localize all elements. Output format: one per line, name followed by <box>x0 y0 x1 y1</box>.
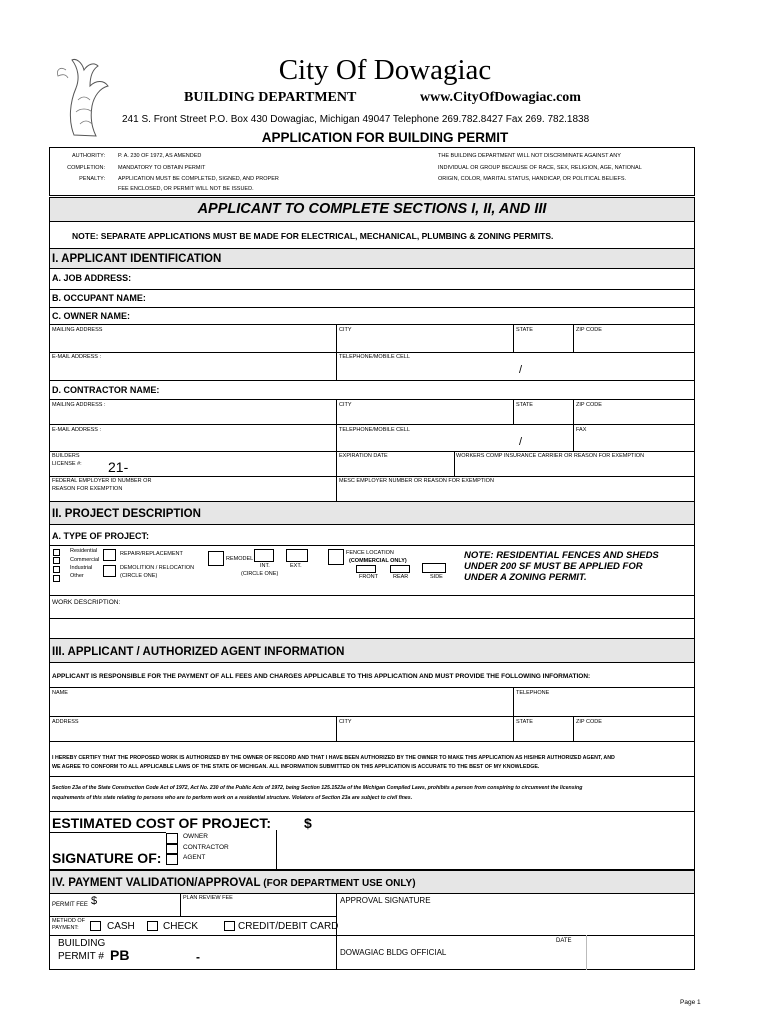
check-label: CHECK <box>163 921 199 932</box>
side-checkbox[interactable] <box>422 563 446 573</box>
owner-mailing-label: MAILING ADDRESS <box>52 327 103 333</box>
section-23a-line-1: Section 23a of the State Construction Code Act of 1972, Act No. 230 of the Public Acts of 1972, being Section 125.1523a of the Michigan Compiled Laws, prohibits a person from conspiring to circumvent the licensing <box>52 785 583 791</box>
contractor-city-label: CITY <box>339 402 352 408</box>
contractor-mailing-label: MAILING ADDRESS : <box>52 402 106 408</box>
builders-label-1: BUILDERS <box>52 453 80 459</box>
role-contractor: CONTRACTOR <box>183 844 229 851</box>
agent-telephone-label: TELEPHONE <box>516 690 550 696</box>
owner-zip-label: ZIP CODE <box>576 327 602 333</box>
section-2-title: II. PROJECT DESCRIPTION <box>52 508 201 520</box>
type-commercial: Commercial <box>70 557 100 563</box>
contractor-state-label: STATE <box>516 402 533 408</box>
owner-phone-slash: / <box>519 364 523 376</box>
owner-checkbox[interactable] <box>166 833 178 844</box>
approval-signature-label: APPROVAL SIGNATURE <box>340 896 431 905</box>
contractor-email-label: E-MAIL ADDRESS : <box>52 427 102 433</box>
form-title: APPLICATION FOR BUILDING PERMIT <box>261 130 509 145</box>
date-label: DATE <box>556 938 572 944</box>
section-2-body <box>49 525 695 638</box>
remodel-circle-one: (CIRCLE ONE) <box>241 571 279 577</box>
fein-label-2: REASON FOR EXEMPTION <box>52 486 123 492</box>
mesc-label: MESC EMPLOYER NUMBER OR REASON FOR EXEMPTION <box>339 478 494 484</box>
fence-note-2: UNDER 200 SF MUST BE APPLIED FOR <box>464 561 643 572</box>
section-4-title-main: IV. PAYMENT VALIDATION/APPROVAL <box>52 877 261 889</box>
website-link[interactable]: www.CityOfDowagiac.com <box>420 90 581 105</box>
fence-note-1: NOTE: RESIDENTIAL FENCES AND SHEDS <box>464 550 659 561</box>
penalty-text-1: APPLICATION MUST BE COMPLETED, SIGNED, AND PROPER <box>118 176 279 182</box>
agent-address-label: ADDRESS <box>52 719 79 725</box>
permit-fee-dollar: $ <box>91 895 98 907</box>
authority-label: AUTHORITY: <box>71 153 105 159</box>
check-checkbox[interactable] <box>147 921 158 931</box>
permit-prefix: PB <box>110 947 130 963</box>
fence-label-1: FENCE LOCATION <box>346 550 394 556</box>
cash-label: CASH <box>107 921 135 932</box>
fence-note-3: UNDER A ZONING PERMIT. <box>464 572 587 583</box>
permit-number-label: PERMIT # <box>58 951 104 962</box>
side-label: SIDE <box>430 574 443 580</box>
responsible-text: APPLICANT IS RESPONSIBLE FOR THE PAYMENT OF ALL FEES AND CHARGES APPLICABLE TO THIS APPLICATION AND MUST PROVIDE THE FOLLOWING INFORMATION: <box>52 673 591 680</box>
repair-label: REPAIR/REPLACEMENT <box>120 551 183 557</box>
dept-name: BUILDING DEPARTMENT <box>184 90 357 105</box>
front-label: FRONT <box>359 574 378 580</box>
estimated-cost-label: ESTIMATED COST OF PROJECT: <box>52 815 272 831</box>
banner-title: APPLICANT TO COMPLETE SECTIONS I, II, AND III <box>197 201 547 217</box>
repair-checkbox[interactable] <box>103 549 116 561</box>
fence-label-2: (COMMERCIAL ONLY) <box>349 558 407 564</box>
role-owner: OWNER <box>183 833 208 840</box>
agent-zip-label: ZIP CODE <box>576 719 602 725</box>
agent-city-label: CITY <box>339 719 352 725</box>
section-1-body <box>49 269 695 501</box>
rear-label: REAR <box>393 574 409 580</box>
completion-text: MANDATORY TO OBTAIN PERMIT <box>118 165 206 171</box>
section-2-header <box>49 501 695 525</box>
contractor-phone-label: TELEPHONE/MOBILE CELL <box>339 427 410 433</box>
work-description-label: WORK DESCRIPTION: <box>52 599 121 606</box>
type-other: Other <box>70 573 84 579</box>
penalty-text-2: FEE ENCLOSED, OR PERMIT WILL NOT BE ISSUED. <box>118 186 254 192</box>
license-prefix: 21- <box>108 459 129 475</box>
owner-email-label: E-MAIL ADDRESS : <box>52 354 102 360</box>
interior-label: INT. <box>260 563 270 569</box>
sections-banner <box>49 197 695 222</box>
method-label-2: PAYMENT: <box>52 925 79 931</box>
city-title: City Of Dowagiac <box>278 54 492 86</box>
certify-line-2: WE AGREE TO CONFORM TO ALL APPLICABLE LAWS OF THE STATE OF MICHIGAN. ALL INFORMATION SUBMITTED ON THIS APPLICATION IS ACCURATE TO THE BEST OF MY KNOWLEDGE. <box>52 764 540 770</box>
card-checkbox[interactable] <box>224 921 235 931</box>
industrial-checkbox[interactable] <box>53 566 60 573</box>
section-1-header <box>49 248 695 269</box>
building-label: BUILDING <box>58 938 106 949</box>
section-4-body <box>49 894 695 970</box>
cash-checkbox[interactable] <box>90 921 101 931</box>
discrimination-line-3: ORIGIN, COLOR, MARITAL STATUS, HANDICAP, OR POLITICAL BELIEFS. <box>438 176 627 182</box>
type-residential: Residential <box>70 548 98 554</box>
owner-state-label: STATE <box>516 327 533 333</box>
contractor-fax-label: FAX <box>576 427 587 433</box>
authority-box <box>49 147 695 196</box>
section-3-body <box>49 663 695 811</box>
job-address-label: A. JOB ADDRESS: <box>52 273 132 283</box>
workers-comp-label: WORKERS COMP INSURANCE CARRIER OR REASON FOR EXEMPTION <box>456 453 645 459</box>
agent-state-label: STATE <box>516 719 533 725</box>
discrimination-line-1: THE BUILDING DEPARTMENT WILL NOT DISCRIMINATE AGAINST ANY <box>438 153 621 159</box>
section-3-title: III. APPLICANT / AUTHORIZED AGENT INFORMATION <box>52 646 345 658</box>
remodel-label: REMODEL <box>226 556 254 562</box>
other-checkbox[interactable] <box>53 575 60 582</box>
residential-checkbox[interactable] <box>53 549 60 556</box>
expiration-label: EXPIRATION DATE <box>339 453 388 459</box>
permit-dash: - <box>196 950 200 964</box>
estimated-cost-dollar: $ <box>304 815 312 831</box>
section-4-header <box>49 870 695 894</box>
exterior-checkbox[interactable] <box>286 549 308 562</box>
plan-review-label: PLAN REVIEW FEE <box>183 895 233 901</box>
demolition-checkbox[interactable] <box>103 565 116 577</box>
cost-signature-box <box>49 811 695 870</box>
bldg-official-label: DOWAGIAC BLDG OFFICIAL <box>340 948 447 957</box>
note-row <box>49 222 695 248</box>
contractor-phone-slash: / <box>519 436 523 448</box>
fence-checkbox[interactable] <box>328 549 344 565</box>
interior-checkbox[interactable] <box>254 549 274 562</box>
section-3-header <box>49 638 695 663</box>
type-of-project-label: A. TYPE OF PROJECT: <box>52 531 150 541</box>
agent-name-label: NAME <box>52 690 68 696</box>
front-checkbox[interactable] <box>356 565 376 573</box>
contractor-zip-label: ZIP CODE <box>576 402 602 408</box>
method-label-1: METHOD OF <box>52 918 85 924</box>
exterior-label: EXT. <box>290 563 302 569</box>
penalty-label: PENALTY: <box>79 176 105 182</box>
signature-label: SIGNATURE OF: <box>52 850 162 866</box>
section-4-title-sub: (FOR DEPARTMENT USE ONLY) <box>260 878 416 889</box>
owner-name-label: C. OWNER NAME: <box>52 311 130 321</box>
certify-line-1: I HEREBY CERTIFY THAT THE PROPOSED WORK IS AUTHORIZED BY THE OWNER OF RECORD AND THAT I HAVE BEEN AUTHORIZED BY THE OWNER TO MAKE THIS APPLICATION AS HIS/HER AUTHORIZED AGENT, AND <box>52 755 615 761</box>
page-number: Page 1 <box>680 999 701 1006</box>
contractor-name-label: D. CONTRACTOR NAME: <box>52 385 160 395</box>
fein-label-1: FEDERAL EMPLOYER ID NUMBER OR <box>52 478 152 484</box>
section-4-title <box>50 871 694 896</box>
owner-phone-label: TELEPHONE/MOBILE CELL <box>339 354 410 360</box>
type-industrial: Industrial <box>70 565 93 571</box>
rear-checkbox[interactable] <box>390 565 410 573</box>
builders-label-2: LICENSE #: <box>52 461 82 467</box>
discrimination-line-2: INDIVIDUAL OR GROUP BECAUSE OF RACE, SEX, RELIGION, AGE, NATIONAL <box>438 165 642 171</box>
owner-city-label: CITY <box>339 327 352 333</box>
authority-text: P. A. 230 OF 1972, AS AMENDED <box>118 153 202 159</box>
card-label: CREDIT/DEBIT CARD <box>238 921 339 932</box>
dept-address: 241 S. Front Street P.O. Box 430 Dowagiac, Michigan 49047 Telephone 269.782.8427 Fax 269. 782.1838 <box>122 114 590 125</box>
completion-label: COMPLETION: <box>67 165 105 171</box>
demolition-label-1: DEMOLITION / RELOCATION <box>120 565 195 571</box>
permit-fee-label: PERMIT FEE <box>52 902 88 908</box>
role-agent: AGENT <box>183 854 206 861</box>
demolition-label-2: (CIRCLE ONE) <box>120 573 158 579</box>
commercial-checkbox[interactable] <box>53 557 60 564</box>
remodel-checkbox[interactable] <box>208 551 224 566</box>
agent-checkbox[interactable] <box>166 854 178 865</box>
contractor-checkbox[interactable] <box>166 844 178 854</box>
banner-note: NOTE: SEPARATE APPLICATIONS MUST BE MADE FOR ELECTRICAL, MECHANICAL, PLUMBING & ZONING PERMITS. <box>72 231 554 241</box>
section-1-title: I. APPLICANT IDENTIFICATION <box>52 253 222 265</box>
section-23a-line-2: requirements of this state relating to persons who are to perform work on a residential structure. Violators of Section 23a are subject to civil fines. <box>52 795 413 801</box>
occupant-name-label: B. OCCUPANT NAME: <box>52 293 146 303</box>
